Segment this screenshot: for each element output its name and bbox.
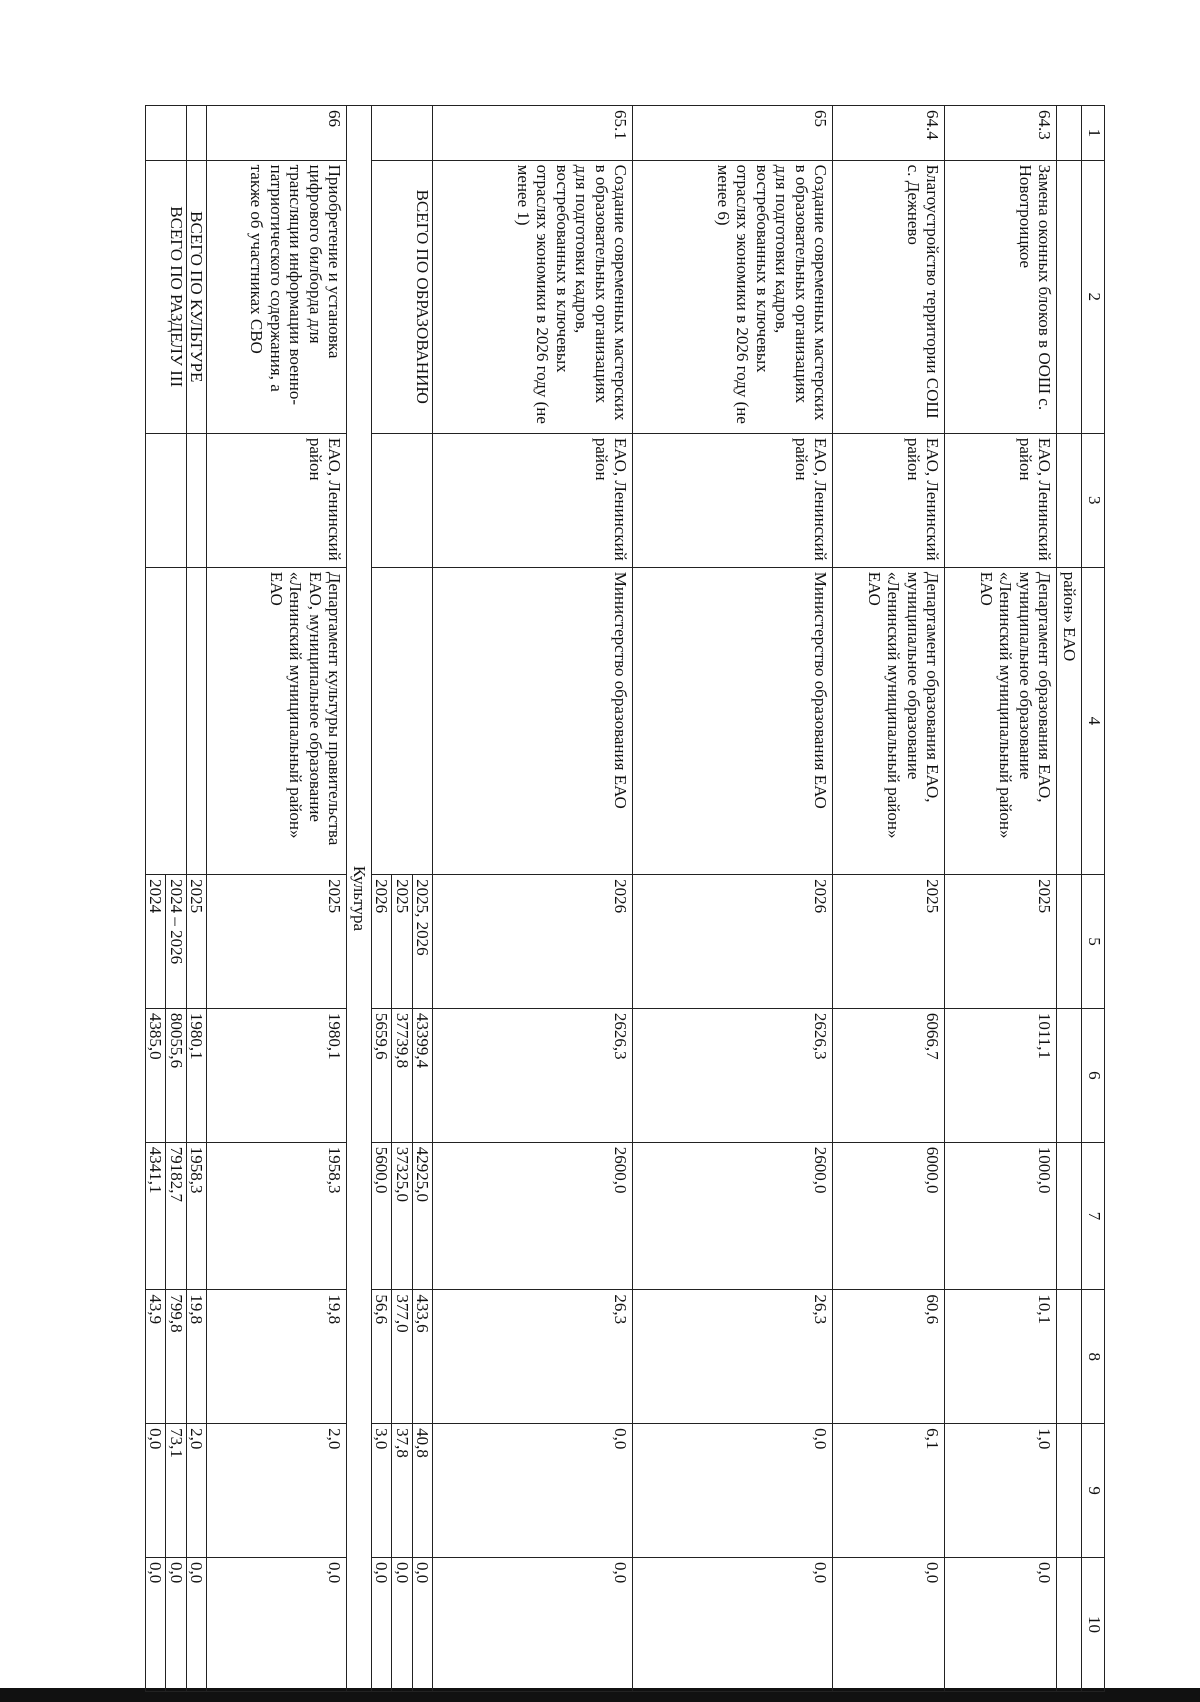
location: ЕАО, Ленинский район [633, 433, 833, 567]
header-cell: 4 [1082, 567, 1105, 874]
value-col10: 0,0 [833, 1558, 945, 1692]
value-col7: 2600,0 [633, 1142, 833, 1290]
value-total: 1011,1 [945, 1008, 1057, 1142]
value-col7: 4341,1 [145, 1142, 166, 1290]
value-total: 1980,1 [207, 1008, 347, 1142]
value-col7: 1958,3 [186, 1142, 207, 1290]
value-col7: 1958,3 [207, 1142, 347, 1290]
year: 2025 [833, 875, 945, 1009]
value-total: 43399,4 [412, 1008, 433, 1142]
continuation-text: район» ЕАО [1057, 567, 1082, 874]
value-col9: 73,1 [166, 1424, 187, 1558]
row-number: 64.4 [833, 106, 945, 161]
value-col8: 19,8 [186, 1290, 207, 1424]
value-col8: 19,8 [207, 1290, 347, 1424]
year: 2025 [392, 875, 413, 1009]
value-col7: 2600,0 [433, 1142, 633, 1290]
value-col8: 56,6 [371, 1290, 392, 1424]
measure-name: Создание современных мастерских в образовательных организациях для подготовки кадров, востребованных в ключевых отраслях экономики в 2026 году (не менее 6) [633, 160, 833, 433]
value-col8: 799,8 [166, 1290, 187, 1424]
value-total: 4385,0 [145, 1008, 166, 1142]
value-col10: 0,0 [186, 1558, 207, 1692]
year: 2025 [207, 875, 347, 1009]
value-col9: 6,1 [833, 1424, 945, 1558]
value-col9: 0,0 [145, 1424, 166, 1558]
location: ЕАО, Ленинский район [945, 433, 1057, 567]
value-total: 2626,3 [633, 1008, 833, 1142]
year: 2025, 2026 [412, 875, 433, 1009]
measure-name: Создание современных мастерских в образовательных организациях для подготовки кадров, востребованных в ключевых отраслях экономики в 2026 году (не менее 1) [433, 160, 633, 433]
value-col8: 43,9 [145, 1290, 166, 1424]
value-total: 5659,6 [371, 1008, 392, 1142]
measure-name: Благоустройство территории СОШ с. Дежнево [833, 160, 945, 433]
value-col9: 1,0 [945, 1424, 1057, 1558]
year: 2026 [633, 875, 833, 1009]
culture-total-row [186, 106, 207, 1692]
table-row [633, 106, 833, 1692]
value-col8: 26,3 [633, 1290, 833, 1424]
header-cell: 2 [1082, 160, 1105, 433]
value-col9: 2,0 [207, 1424, 347, 1558]
value-total: 80055,6 [166, 1008, 187, 1142]
section-culture-heading: Культура [347, 106, 372, 1692]
table-row [945, 106, 1057, 1692]
culture-total-label: ВСЕГО ПО КУЛЬТУРЕ [186, 160, 207, 433]
value-col9: 0,0 [633, 1424, 833, 1558]
value-col8: 26,3 [433, 1290, 633, 1424]
measure-name: Приобретение и установка цифрового билборда для трансляции информации военно-патриотического содержания, а также об участниках СВО [207, 160, 347, 433]
year: 2025 [186, 875, 207, 1009]
table-row [833, 106, 945, 1692]
row-number: 65.1 [433, 106, 633, 161]
value-col10: 0,0 [633, 1558, 833, 1692]
header-cell: 10 [1082, 1558, 1105, 1692]
value-col10: 0,0 [371, 1558, 392, 1692]
header-cell: 1 [1082, 106, 1105, 161]
year: 2026 [371, 875, 392, 1009]
header-cell: 8 [1082, 1290, 1105, 1424]
value-total: 6066,7 [833, 1008, 945, 1142]
value-col9: 37,8 [392, 1424, 413, 1558]
value-col7: 79182,7 [166, 1142, 187, 1290]
value-col9: 40,8 [412, 1424, 433, 1558]
value-total: 37739,8 [392, 1008, 413, 1142]
value-total: 2626,3 [433, 1008, 633, 1142]
value-col8: 433,6 [412, 1290, 433, 1424]
value-col7: 5600,0 [371, 1142, 392, 1290]
education-total-row [412, 106, 433, 1692]
location: ЕАО, Ленинский район [833, 433, 945, 567]
value-col10: 0,0 [392, 1558, 413, 1692]
responsible: Департамент культуры правительства ЕАО, муниципальное образование «Ленинский муниципальный район» ЕАО [207, 567, 347, 874]
value-col9: 0,0 [433, 1424, 633, 1558]
year: 2025 [945, 875, 1057, 1009]
responsible: Департамент образования ЕАО, муниципальное образование «Ленинский муниципальный район» ЕАО [833, 567, 945, 874]
table-row [433, 106, 633, 1692]
table-row [207, 106, 347, 1692]
location: ЕАО, Ленинский район [433, 433, 633, 567]
responsible: Департамент образования ЕАО, муниципальное образование «Ленинский муниципальный район» ЕАО [945, 567, 1057, 874]
program-table [145, 105, 1105, 1692]
section-heading-row [347, 106, 372, 1692]
column-number-row [1082, 106, 1105, 1692]
value-col10: 0,0 [207, 1558, 347, 1692]
row-number: 66 [207, 106, 347, 161]
section3-total-label: ВСЕГО ПО РАЗДЕЛУ III [145, 160, 186, 433]
value-col7: 1000,0 [945, 1142, 1057, 1290]
value-col10: 0,0 [433, 1558, 633, 1692]
location: ЕАО, Ленинский район [207, 433, 347, 567]
value-col10: 0,0 [412, 1558, 433, 1692]
value-col8: 60,6 [833, 1290, 945, 1424]
value-col10: 0,0 [145, 1558, 166, 1692]
year: 2026 [433, 875, 633, 1009]
responsible: Министерство образования ЕАО [433, 567, 633, 874]
responsible: Министерство образования ЕАО [633, 567, 833, 874]
header-cell: 5 [1082, 875, 1105, 1009]
row-number: 65 [633, 106, 833, 161]
value-col10: 0,0 [166, 1558, 187, 1692]
value-col7: 6000,0 [833, 1142, 945, 1290]
header-cell: 3 [1082, 433, 1105, 567]
header-cell: 7 [1082, 1142, 1105, 1290]
value-col7: 37325,0 [392, 1142, 413, 1290]
rotated-table-container [146, 105, 1105, 1692]
education-total-label: ВСЕГО ПО ОБРАЗОВАНИЮ [371, 160, 433, 433]
value-col8: 377,0 [392, 1290, 413, 1424]
continuation-row [1057, 106, 1082, 1692]
header-cell: 6 [1082, 1008, 1105, 1142]
value-col10: 0,0 [945, 1558, 1057, 1692]
section3-total-row [166, 106, 187, 1692]
row-number: 64.3 [945, 106, 1057, 161]
value-col8: 10,1 [945, 1290, 1057, 1424]
value-col9: 3,0 [371, 1424, 392, 1558]
measure-name: Замена оконных блоков в ООШ с. Новотроицкое [945, 160, 1057, 433]
year: 2024 – 2026 [166, 875, 187, 1009]
value-total: 1980,1 [186, 1008, 207, 1142]
year: 2024 [145, 875, 166, 1009]
value-col7: 42925,0 [412, 1142, 433, 1290]
header-cell: 9 [1082, 1424, 1105, 1558]
value-col9: 2,0 [186, 1424, 207, 1558]
